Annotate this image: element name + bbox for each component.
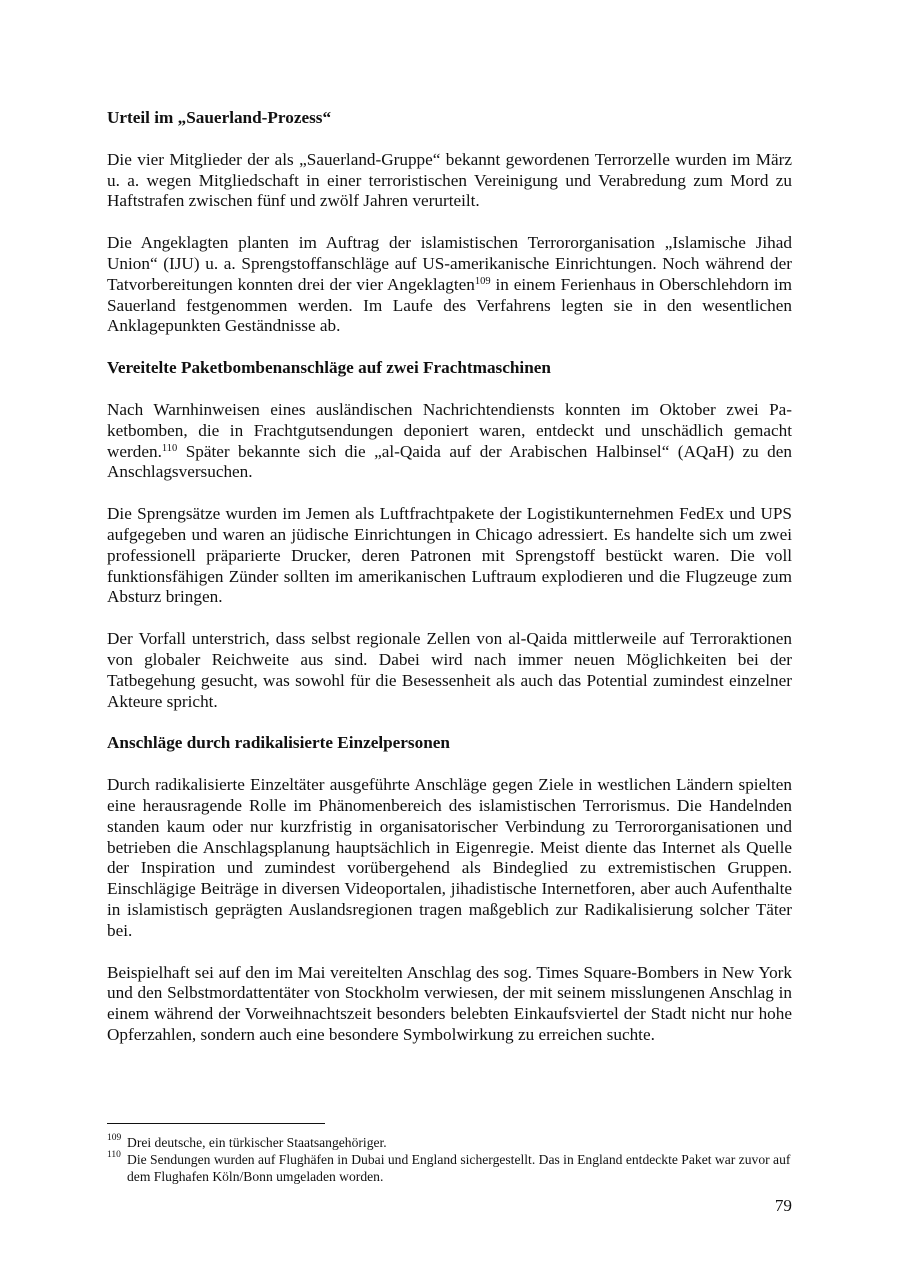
paragraph [107,400,792,483]
paragraph: Die Sprengsätze wurden im Jemen als Luftfrachtpakete der Logistikunternehmen FedEx und UPS aufgegeben und waren an jüdische Einrichtungen in Chicago adressiert. Es handelte sich um zwei professionell präparierte Drucker, deren Patronen mit Sprengstoff bestückt waren. Die voll funktionsfähigen Zünder sollten im amerikanischen Luftraum explodieren und die Flugzeuge zum Absturz bringen. [107,504,792,607]
paragraph-text: Später bekannte sich die „al-Qaida auf der Arabischen Halbinsel“ (AQaH) zu den Anschlagsversuchen. [107,441,792,482]
paragraph-text: Nach Warnhinweisen eines ausländischen Nachrichtendiensts konnten im Oktober zwei Paketbomben, die in Frachtgutsendungen deponiert waren, entdeckt und unschädlich gemacht werden. [107,399,792,461]
page-number: 79 [774,1196,792,1215]
footnote-item [107,1134,792,1151]
footnote-item [107,1151,792,1185]
paragraph-text: in einem Ferienhaus in Oberschlehdorn im Sauerland festgenommen werden. Im Laufe des Verfahrens legten sie in den wesentlichen Anklagepunkten Geständnisse ab. [107,274,792,336]
paragraph: Beispielhaft sei auf den im Mai vereitelten Anschlag des sog. Times Square-Bombers in New York und den Selbstmordattentäter von Stockholm verwiesen, der mit seinem misslungenen Anschlag in einem während der Vorweihnachtszeit besonders belebten Einkaufsviertel der Stadt nicht nur hohe Opferzahlen, sondern auch eine besondere Symbolwirkung zu erreichen suchte. [107,962,792,1044]
section-heading: Anschläge durch radikalisierte Einzelpersonen [107,733,450,753]
paragraph: Durch radikalisierte Einzeltäter ausgeführte Anschläge gegen Ziele in westlichen Ländern spielten eine herausragende Rolle im Phänomenbereich des islamistischen Terrorismus. Die Handelnden standen kaum oder nur kurzfristig in organisatorischer Verbindung zu Terrororganisationen und betrieben die Anschlagsplanung hauptsächlich in Eigenregie. Meist diente das Internet als Quelle der Inspiration und zumindest vorübergehend als Bindeglied zu extremistischen Gruppen. Einschlägige Beiträge in diversen Videoportalen, jihadistische Internetforen, aber auch Aufenthalte in islamistisch geprägten Auslandsregionen tragen maßgeblich zur Radikalisierung solcher Täter bei. [107,775,792,940]
paragraph-text: Die Angeklagten planten im Auftrag der islamistischen Terrororganisation „Islamische Jihad Union“ (IJU) u. a. Sprengstoffanschläge auf US-amerikanische Einrichtungen. Noch während der Tatvorbereitungen konnten drei der vier Angeklagten [107,233,792,294]
paragraph: Der Vorfall unterstrich, dass selbst regionale Zellen von al-Qaida mittlerweile auf Terroraktionen von globaler Reichweite aus sind. Dabei wird nach immer neuen Möglichkeiten bei der Tatbegehung gesucht, was sowohl für die Besessenheit als auch das Potential zumindest einzelner Akteure spricht. [107,629,792,711]
page-body [107,108,792,1067]
paragraph [107,233,792,337]
footnote-ref[interactable]: 110 [161,442,178,454]
section-heading: Urteil im „Sauerland-Prozess“ [107,108,332,127]
footnote-ref[interactable]: 109 [474,275,491,287]
section-heading: Vereitelte Paketbombenanschläge auf zwei Frachtmaschinen [107,358,551,378]
footnote-separator [107,1123,325,1124]
footnote-number: 109 [107,1133,122,1143]
paragraph: Die vier Mitglieder der als „Sauerland-Gruppe“ bekannt gewordenen Terrorzelle wurden im März u. a. wegen Mitgliedschaft in einer terroristischen Vereinigung und Verabredung zum Mord zu Haftstrafen zwischen fünf und zwölf Jahren verurteilt. [107,149,792,211]
footnote-text: Drei deutsche, ein türkischer Staatsangehöriger. [127,1135,387,1150]
footnote-text: Die Sendungen wurden auf Flughäfen in Dubai und England sichergestellt. Das in England entdeckte Paket war zuvor auf dem Flughafen Köln/Bonn umgeladen worden. [127,1152,791,1184]
footnotes [107,1123,792,1185]
footnote-number: 110 [107,1150,121,1160]
